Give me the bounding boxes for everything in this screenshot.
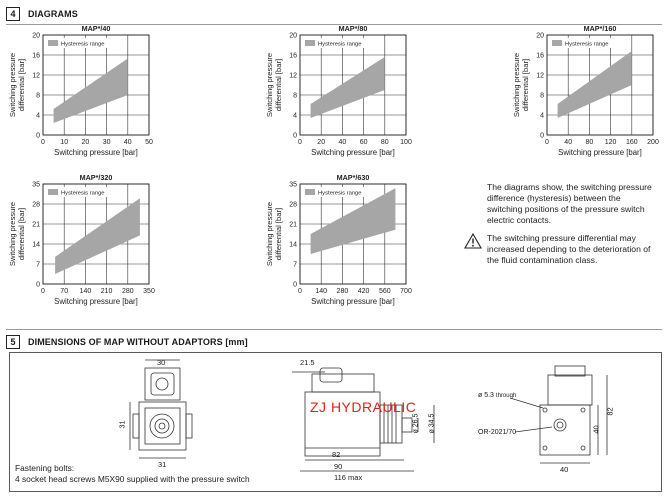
x-tick-label: 70	[60, 288, 69, 295]
y-tick-label: 0	[36, 281, 40, 289]
y-axis-label: Switching pressure	[8, 52, 17, 118]
y-tick-label: 0	[540, 132, 544, 140]
y-axis-label: Switching pressure	[512, 52, 521, 118]
x-tick-label: 20	[81, 139, 90, 146]
chart-title: MAP*/160	[583, 24, 617, 33]
y-tick-label: 4	[293, 112, 297, 120]
dim-front-top: 30	[157, 358, 166, 367]
section-number: 5	[6, 335, 20, 349]
x-tick-label: 0	[41, 288, 45, 295]
y-tick-label: 0	[36, 132, 40, 140]
section-title: DIAGRAMS	[28, 9, 78, 19]
y-tick-label: 12	[536, 72, 544, 80]
x-axis-label: Switching pressure [bar]	[311, 148, 395, 157]
y-tick-label: 8	[293, 92, 297, 100]
dim-side-len2: 90	[334, 462, 343, 471]
x-axis-label: Switching pressure [bar]	[54, 297, 138, 306]
y-tick-label: 16	[289, 52, 297, 60]
fastening-bolts-note	[15, 463, 250, 485]
y-tick-label: 7	[293, 261, 297, 269]
y-tick-label: 20	[536, 32, 544, 40]
legend-label: Hysteresis range	[318, 190, 362, 197]
y-tick-label: 8	[540, 92, 544, 100]
x-tick-label: 80	[585, 139, 594, 146]
dim-right-width: 40	[591, 425, 601, 434]
dim-front-side: 31	[117, 420, 127, 429]
x-tick-label: 40	[338, 139, 347, 146]
watermark: ZJ HYDRAULIC	[310, 399, 417, 415]
y-tick-label: 14	[32, 241, 40, 249]
y-tick-label: 4	[540, 112, 544, 120]
legend-label: Hysteresis range	[61, 41, 105, 48]
x-tick-label: 60	[359, 139, 368, 146]
x-tick-label: 280	[121, 288, 134, 295]
fastening-label: Fastening bolts:	[15, 463, 75, 473]
y-axis-label: differential [bar]	[521, 58, 530, 112]
y-axis-label: Switching pressure	[265, 201, 274, 267]
y-axis-label: differential [bar]	[274, 207, 283, 261]
diagram-description: The diagrams show, the switching pressure difference (hysteresis) between the switching positions of the pressure switch electric contacts.	[487, 182, 652, 225]
x-tick-label: 420	[357, 288, 370, 295]
y-tick-label: 12	[32, 72, 40, 80]
x-tick-label: 80	[380, 139, 389, 146]
y-tick-label: 28	[32, 201, 40, 209]
y-tick-label: 35	[289, 181, 297, 189]
y-tick-label: 21	[32, 221, 40, 229]
chart-title: MAP*/630	[336, 173, 370, 182]
x-tick-label: 0	[545, 139, 549, 146]
y-axis-label: Switching pressure	[265, 52, 274, 118]
x-tick-label: 160	[625, 139, 638, 146]
legend-label: Hysteresis range	[565, 41, 609, 48]
y-tick-label: 0	[293, 281, 297, 289]
chart-title: MAP*/80	[338, 24, 368, 33]
y-tick-label: 8	[36, 92, 40, 100]
chart-title: MAP*/320	[79, 173, 113, 182]
y-tick-label: 35	[32, 181, 40, 189]
x-tick-label: 700	[400, 288, 412, 295]
dim-right-height: 82	[605, 407, 615, 416]
x-axis-label: Switching pressure [bar]	[54, 148, 138, 157]
y-axis-label: differential [bar]	[17, 207, 26, 261]
dim-hole: ø 5.3 through	[478, 392, 517, 399]
y-tick-label: 14	[289, 241, 297, 249]
x-axis-label: Switching pressure [bar]	[311, 297, 395, 306]
x-axis-label: Switching pressure [bar]	[558, 148, 642, 157]
fastening-text: 4 socket head screws M5X90 supplied with the pressure switch	[15, 474, 250, 484]
y-tick-label: 21	[289, 221, 297, 229]
y-axis-label: differential [bar]	[274, 58, 283, 112]
x-tick-label: 0	[298, 288, 302, 295]
x-tick-label: 200	[647, 139, 659, 146]
front-view-drawing	[130, 360, 192, 458]
section-title: DIMENSIONS OF MAP WITHOUT ADAPTORS [mm]	[28, 337, 248, 347]
section-number: 4	[6, 7, 20, 21]
y-tick-label: 20	[32, 32, 40, 40]
y-tick-label: 12	[289, 72, 297, 80]
x-tick-label: 210	[100, 288, 113, 295]
x-tick-label: 0	[41, 139, 45, 146]
x-tick-label: 120	[604, 139, 617, 146]
x-tick-label: 0	[298, 139, 302, 146]
dim-side-dia1: ø 26.5	[412, 413, 420, 434]
dim-side-top: 21.5	[300, 358, 315, 367]
y-tick-label: 7	[36, 261, 40, 269]
y-tick-label: 16	[32, 52, 40, 60]
y-tick-label: 4	[36, 112, 40, 120]
y-tick-label: 28	[289, 201, 297, 209]
x-tick-label: 560	[378, 288, 391, 295]
x-tick-label: 50	[145, 139, 153, 146]
y-axis-label: Switching pressure	[8, 201, 17, 267]
chart-title: MAP*/40	[81, 24, 111, 33]
warning-text: The switching pressure differential may increased depending to the deterioration of the fluid contamination class.	[487, 233, 651, 265]
x-tick-label: 100	[400, 139, 412, 146]
x-tick-label: 40	[564, 139, 573, 146]
x-tick-label: 280	[336, 288, 349, 295]
x-tick-label: 140	[315, 288, 328, 295]
x-tick-label: 40	[123, 139, 132, 146]
x-tick-label: 10	[60, 139, 69, 146]
y-tick-label: 0	[293, 132, 297, 140]
dim-side-len3: 116 max	[334, 473, 363, 482]
x-tick-label: 20	[317, 139, 326, 146]
legend-label: Hysteresis range	[318, 41, 362, 48]
x-tick-label: 140	[79, 288, 92, 295]
dim-front-bottom: 31	[158, 460, 167, 469]
x-tick-label: 30	[102, 139, 111, 146]
bottom-view-drawing	[510, 366, 607, 463]
y-tick-label: 20	[289, 32, 297, 40]
x-tick-label: 350	[143, 288, 155, 295]
y-axis-label: differential [bar]	[17, 58, 26, 112]
y-tick-label: 16	[536, 52, 544, 60]
dim-oring: OR-2021/70	[478, 429, 517, 436]
dim-side-dia2: ø 34.5	[428, 413, 436, 434]
dim-right-bottom: 40	[560, 465, 569, 474]
legend-label: Hysteresis range	[61, 190, 105, 197]
dim-side-len1: 82	[332, 450, 341, 459]
